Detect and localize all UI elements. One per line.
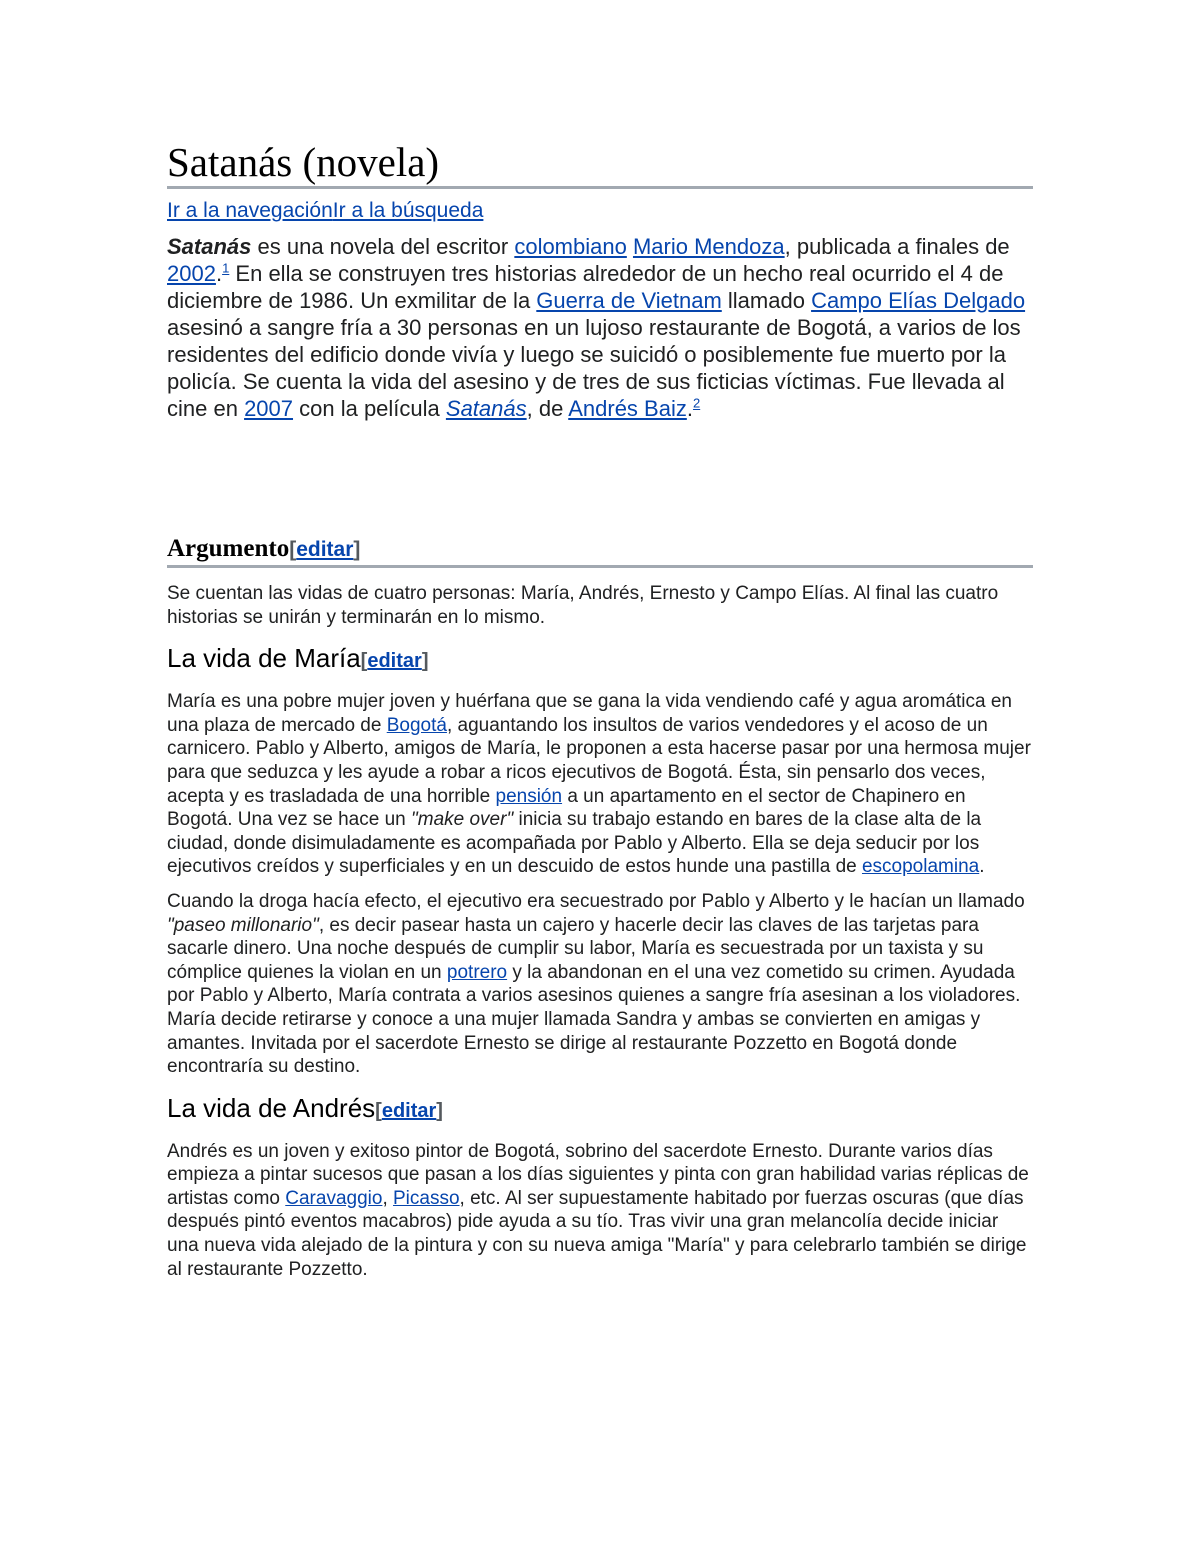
bracket: ] xyxy=(421,650,429,673)
link-pension[interactable]: pensión xyxy=(495,785,563,807)
jump-to-search-link[interactable]: Ir a la búsqueda xyxy=(332,199,484,222)
text: . xyxy=(979,856,985,878)
text: , publicada a finales de xyxy=(784,234,1010,259)
text: asesinó a sangre fría a 30 personas en un lujoso restaurante de Bogotá, a varios de los residentes del edificio donde vivía y luego se suicidó o posiblemente fue muerto por la policía. Se cuenta la vida del asesino y de tres de sus ficticias víctimas. Fue llevada al cine en xyxy=(167,315,1021,421)
link-caravaggio[interactable]: Caravaggio xyxy=(285,1187,383,1209)
bracket: ] xyxy=(353,538,361,561)
bracket: [ xyxy=(289,538,297,561)
reference-2 xyxy=(693,396,700,411)
text: , etc. Al ser supuestamente habitado por fuerzas oscuras (que días después pintó eventos macabros) pide ayuda a su tío. Tras vivir una gran melancolía decide iniciar una nueva vida alejado de la pintura y con su nueva amiga "María" y para celebrarlo también se dirige al restaurante Pozzetto. xyxy=(167,1187,1027,1280)
reference-link-1[interactable]: 1 xyxy=(222,260,230,276)
italic-term: "make over" xyxy=(411,809,514,831)
andres-paragraph-1 xyxy=(167,1140,1033,1282)
edit-section xyxy=(361,650,429,672)
text: , es decir pasear hasta un cajero y hacerle decir las claves de las tarjetas para sacarle dinero. Una noche después de cumplir su labor, María es secuestrada por un taxista y su cómplice quienes la violan en un xyxy=(167,914,984,983)
maria-paragraph-1 xyxy=(167,690,1033,879)
text: , aguantando los insultos de varios vendedores y el acoso de un carnicero. Pablo y Alberto, amigos de María, le proponen a esta hacerse pasar por una hermosa mujer para que seduzca y les ayude a robar a ricos ejecutivos de Bogotá. Ésta, sin pensarlo dos veces, acepta y es trasladada de una horrible xyxy=(167,714,1031,807)
link-2002[interactable]: 2002 xyxy=(167,261,216,286)
link-campo-elias-delgado[interactable]: Campo Elías Delgado xyxy=(811,288,1026,313)
jump-links xyxy=(167,199,1033,223)
reference-link-2[interactable]: 2 xyxy=(692,395,701,411)
jump-to-navigation-link[interactable]: Ir a la navegación xyxy=(167,199,333,222)
link-andres-baiz[interactable]: Andrés Baiz xyxy=(568,396,687,421)
text: es una novela del escritor xyxy=(251,234,515,259)
link-mario-mendoza[interactable]: Mario Mendoza xyxy=(632,234,785,259)
heading-text: La vida de Andrés xyxy=(167,1092,376,1123)
link-picasso[interactable]: Picasso xyxy=(393,1187,460,1209)
page-title: Satanás (novela) xyxy=(167,138,1033,189)
text: llamado xyxy=(721,288,812,313)
edit-section xyxy=(289,538,360,561)
section-heading-maria xyxy=(167,643,1033,676)
article-subject: Satanás xyxy=(167,234,252,259)
text: En ella se construyen tres historias alrededor de un hecho real ocurrido el 4 de diciembre de 1986. Un exmilitar de la xyxy=(167,261,1004,313)
text: Cuando la droga hacía efecto, el ejecutivo era secuestrado por Pablo y Alberto y le hacían un llamado xyxy=(167,890,1025,912)
lead-paragraph xyxy=(167,233,1033,422)
italic-term: "paseo millonario" xyxy=(167,914,319,936)
bracket: ] xyxy=(436,1099,443,1122)
link-escopolamina[interactable]: escopolamina xyxy=(861,856,980,878)
link-satanas-film[interactable]: Satanás xyxy=(445,396,527,421)
edit-link-argumento[interactable]: editar xyxy=(296,538,354,561)
edit-link-andres[interactable]: editar xyxy=(381,1099,437,1122)
heading-text: Argumento xyxy=(167,535,290,562)
edit-section xyxy=(375,1100,443,1122)
bracket: [ xyxy=(360,650,368,673)
heading-text: La vida de María xyxy=(167,643,361,674)
text: a un apartamento en el sector de Chapinero en Bogotá. Una vez se hace un xyxy=(167,785,966,831)
bracket: [ xyxy=(375,1099,382,1122)
article-content xyxy=(167,138,1033,1281)
text: María es una pobre mujer joven y huérfana que se gana la vida vendiendo café y agua aromática en una plaza de mercado de xyxy=(167,691,1012,736)
link-bogota[interactable]: Bogotá xyxy=(386,714,447,736)
maria-paragraph-2 xyxy=(167,890,1033,1079)
text: , de xyxy=(526,396,569,421)
link-colombiano[interactable]: colombiano xyxy=(514,234,627,259)
edit-link-maria[interactable]: editar xyxy=(367,650,422,673)
link-potrero[interactable]: potrero xyxy=(446,961,508,983)
section-heading-argumento xyxy=(167,534,1033,568)
text: . xyxy=(686,396,693,421)
link-guerra-de-vietnam[interactable]: Guerra de Vietnam xyxy=(536,288,722,313)
section-heading-andres xyxy=(167,1093,1033,1126)
text: , xyxy=(382,1187,393,1209)
link-2007[interactable]: 2007 xyxy=(244,396,294,421)
text: y la abandonan en el una vez cometido su crimen. Ayudada por Pablo y Alberto, María contrata a varios asesinos quienes a sangre fría asesinan a los violadores. María decide retirarse y conoce a una mujer llamada Sandra y ambas se convierten en amigas y amantes. Invitada por el sacerdote Ernesto se dirige al restaurante Pozzetto en Bogotá donde encontraría su destino. xyxy=(167,961,1021,1078)
text: con la película xyxy=(293,396,446,421)
text: inicia su trabajo estando en bares de la clase alta de la ciudad, donde disimuladamente es acompañada por Pablo y Alberto. Ella se deja seducir por los ejecutivos creídos y superficiales y en un descuido de estos hunde una pastilla de xyxy=(167,809,982,878)
text: Andrés es un joven y exitoso pintor de Bogotá, sobrino del sacerdote Ernesto. Durante varios días empieza a pintar sucesos que pasan a los días siguientes y pinta con gran habilidad varias réplicas de artistas como xyxy=(167,1140,1029,1209)
argumento-paragraph: Se cuentan las vidas de cuatro personas: María, Andrés, Ernesto y Campo Elías. Al final las cuatro historias se unirán y terminarán en lo mismo. xyxy=(167,583,999,628)
text: . xyxy=(215,261,223,286)
